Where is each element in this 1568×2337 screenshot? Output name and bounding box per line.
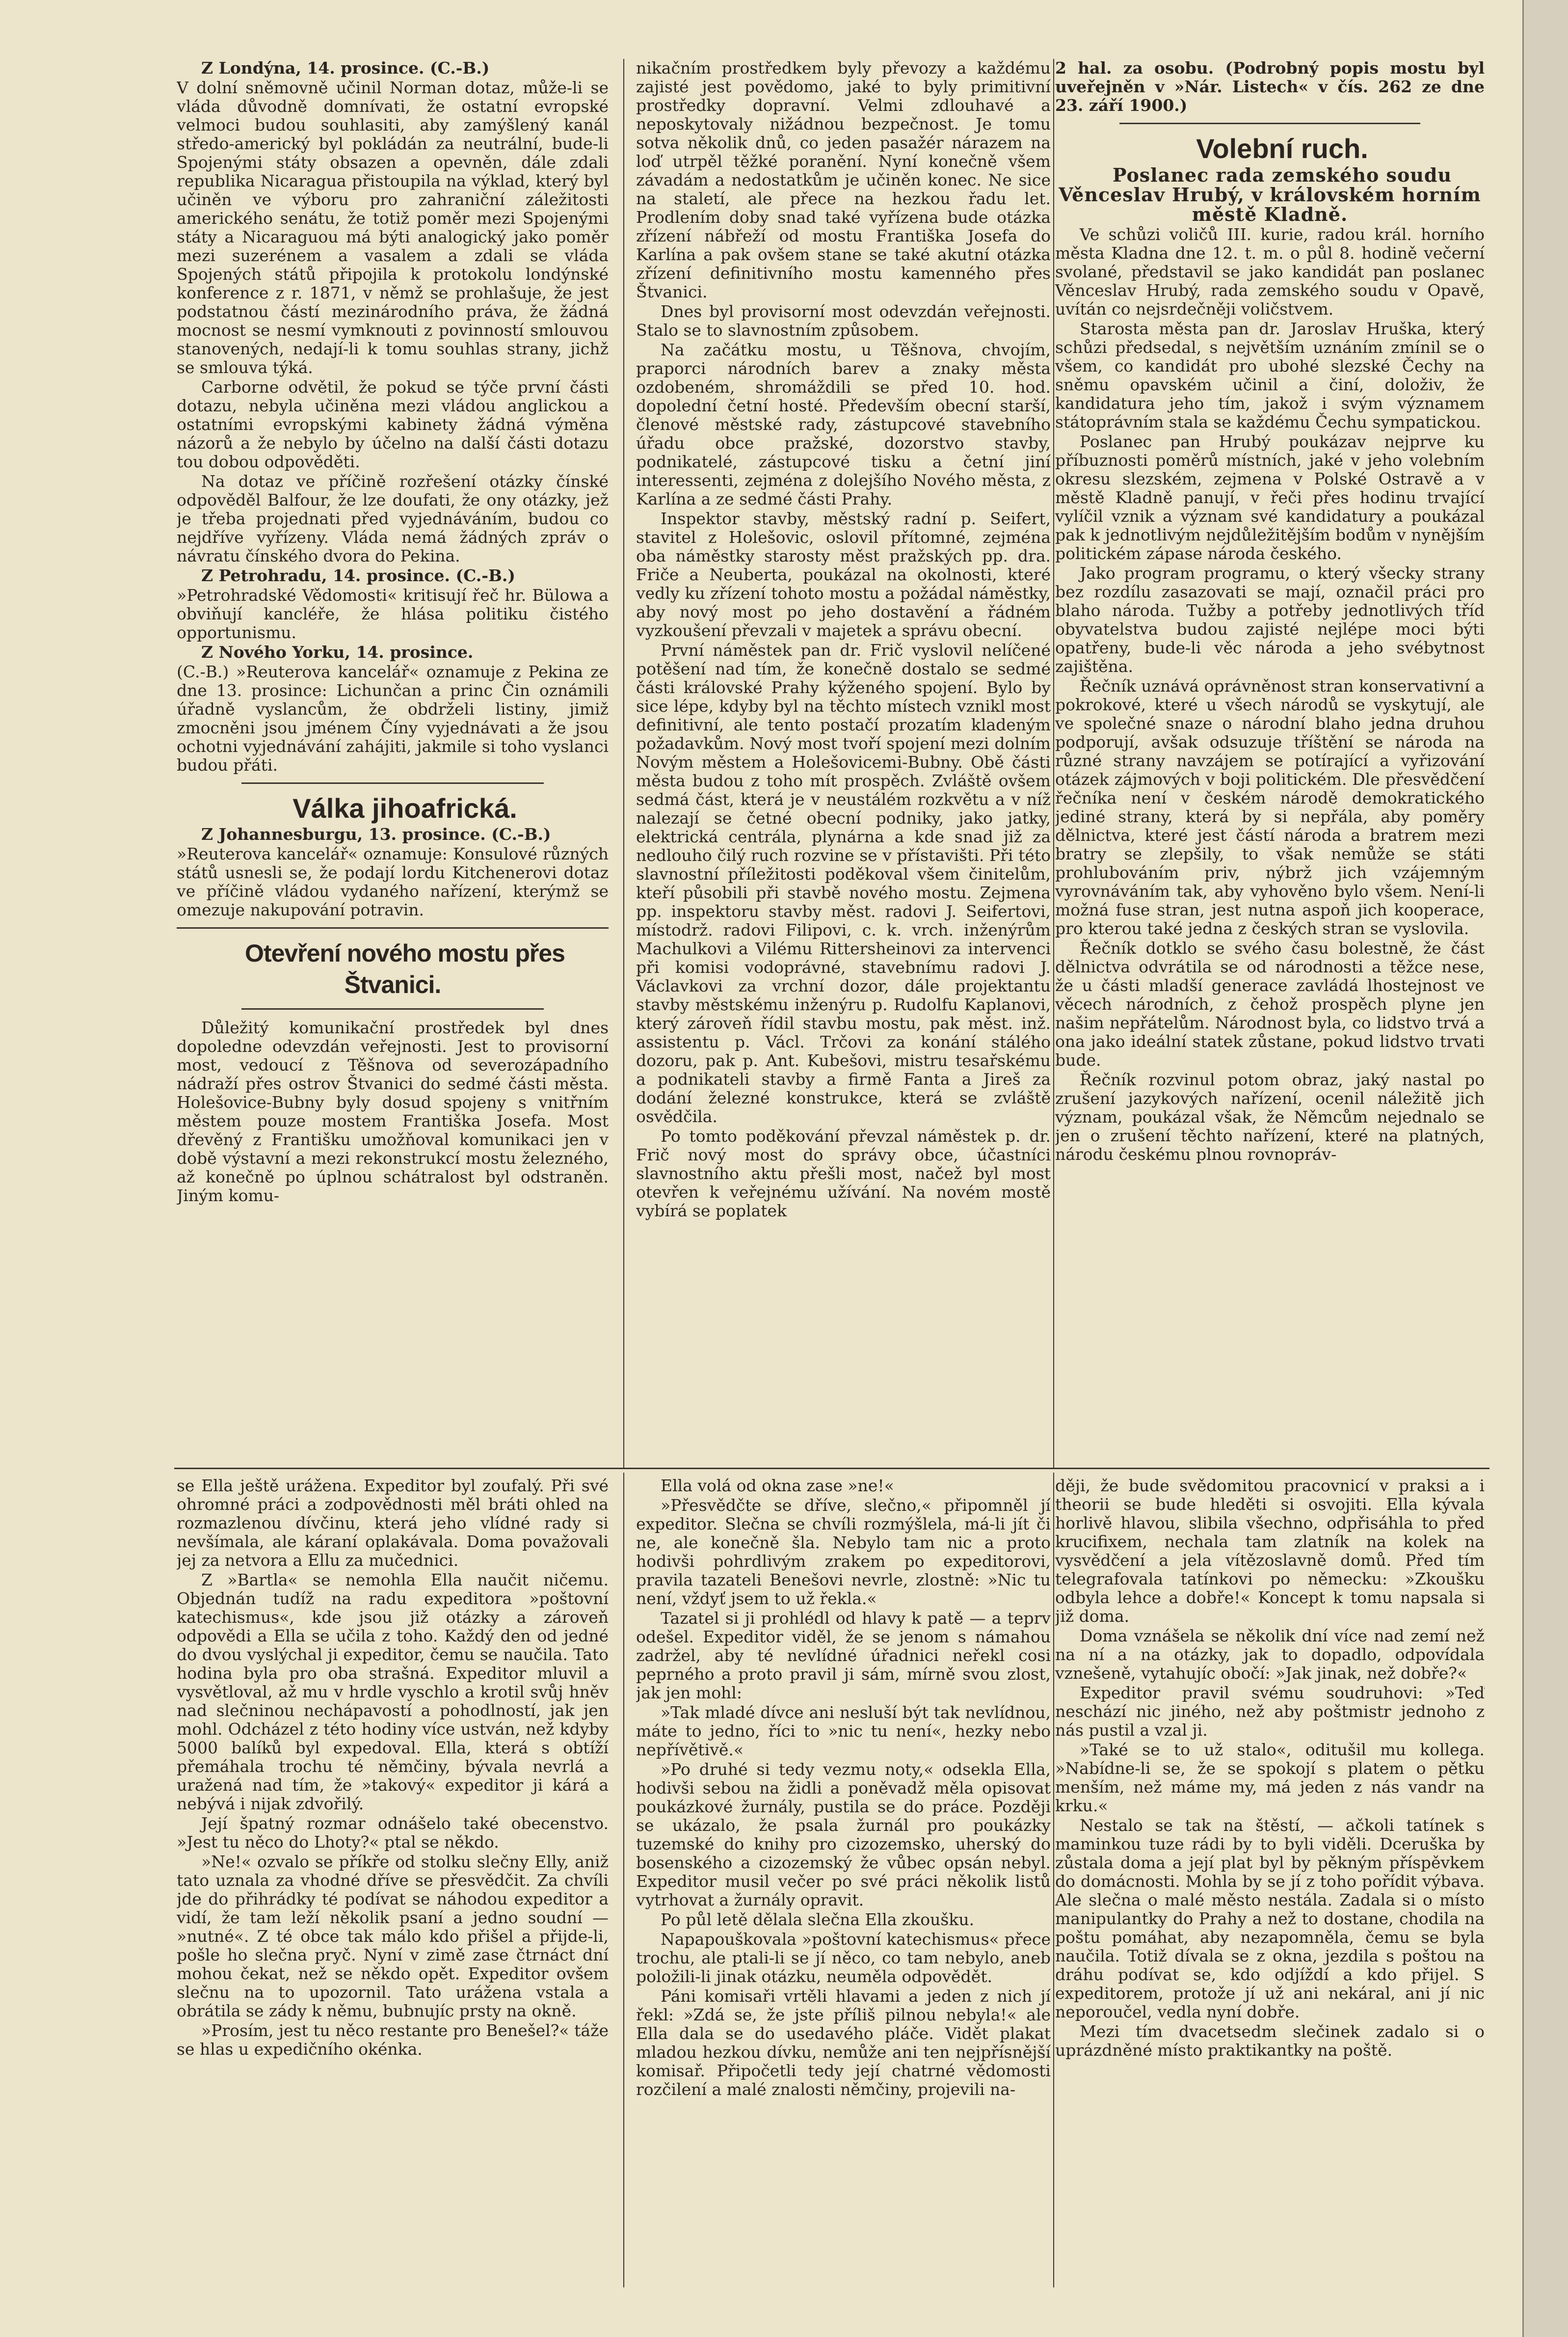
feuilleton-p13: Páni komisaři vrtěli hlavami a jeden z nich jí řekl: »Zdá se, že jste příliš pilnou nebyla!« ale Ella dala se do usedavého pláče. Vidět plakat mladou hezkou dívku, nemůže ani ten nejpřísnější komisař. Připočetli tedy její chatrné vědomosti rozčilení a malé znalosti němčiny, projevili na- <box>636 1987 1051 2099</box>
feuilleton-separator <box>174 1468 1489 1469</box>
newyork-dateline: Z Nového Yorku, 14. prosince. <box>201 643 474 662</box>
most-article-cont: nikačním prostředkem byly převozy a každému zajisté jest povědomo, jaké to byly primitivní prostředky dopravní. Velmi zdlouhavé a neposkytovaly nižádnou bezpečnost. Je tomu sotva několik dnů, co jeden pasažér nárazem na loď utrpěl těžké poranění. Nyní konečně všem závadám a nedostatkům je učiněn konec. Ne sice na staletí, ale přece na hezkou řadu let. Prodlením doby snad také vyřízena bude otázka zřízení nábřeží od mostu Františka Josefa do Karlína a pak ovšem stane se také akutní otázka zřízení definitivního mostu kamenného přes Štvanici. <box>636 59 1051 301</box>
feuilleton-p16: Expeditor pravil svému soudruhovi: »Teď neschází nic jiného, než aby poštmistr jednoho z nás pustil a vzal ji. <box>1055 1683 1485 1740</box>
feuilleton-p1: se Ella ještě urážena. Expeditor byl zoufalý. Při své ohromné práci a zodpovědnosti měl bráti ohled na rozmazlenou dívčinu, která jeho vlídné rady si nevšímala, ale káraní oplakávala. Doma považovali jej za netvora a Ellu za mučednici. <box>177 1477 609 1570</box>
column-rule <box>623 1473 624 2287</box>
feuilleton-p19: Mezi tím dvacetsedm slečinek zadalo si o uprázdněné místo praktikantky na poště. <box>1055 2022 1485 2060</box>
feuilleton-p8: Tazatel si ji prohlédl od hlavy k patě — a teprv odešel. Expeditor viděl, že se jenom s námahou zadržel, aby té nevlídné úřadnici neřekl cosi peprného a proto pravil ji sám, mírně svou zlost, jak jen mohl: <box>636 1609 1051 1702</box>
feuilleton-p9: »Tak mladé dívce ani nesluší být tak nevlídnou, máte to jedno, říci to »nic tu není«, hezky nebo nepřívětivě.« <box>636 1703 1051 1759</box>
feuilleton-p18: Nestalo se tak na štěstí, — ačkoli tatínek s maminkou tuze rádi by to byli viděli. Dceruška by zůstala doma a její plat byl by pěkným příspěvkem do domácnosti. Mohla by se jí z toho pořídit výbava. Ale slečna o malé město nestála. Zadala si o místo manipulantky do Prahy a než to dostane, chodila na poštu pomáhat, aby nezapomněla, čemu se byla naučila. Totiž dívala se z okna, jezdila s poštou na dráhu podívat se, kdo odjíždí a kdo přijel. S expeditorem, protože jí už ani nekáral, ani jí nic neporoučel, vedla nyní dobře. <box>1055 1816 1485 2021</box>
column-rule <box>1053 59 1054 1468</box>
most-article-p4: Inspektor stavby, městský radní p. Seifert, stavitel z Holešovic, oslovil přítomné, zejména oba náměstky starosty měst pražských pp. dra. Friče a Neuberta, poukázal na okolnosti, které vedly ku zřízení tohoto mostu a požádal náměstky, aby nový most po jeho dostavění a řádném vyzkoušení převzali v majetek a správu obecní. <box>636 509 1051 640</box>
feuilleton-p11: Po půl letě dělala slečna Ella zkoušku. <box>661 1910 975 1929</box>
feuilleton-p14: ději, že bude svědomitou pracovnicí v praksi a i theorii se bude hleděti si osvojiti. Ella kývala horlivě hlavou, slibila všechno, odpřisáhla to před krucifixem, nechala tam zlatník na kolek na vysvědčení a jela vítězoslavně domů. Před tím telegrafovala tatínkovi po německu: »Zkoušku odbyla lehce a dobře!« Koncept k tomu napsala si již doma. <box>1055 1477 1485 1626</box>
feuilleton-p2: Z »Bartla« se nemohla Ella naučit ničemu. Objednán tudíž na radu expeditora »poštovní katechismus«, kde jsou již otázky a zároveň odpovědi a Ella se učila z toho. Každý den od jedné do dvou vyslýchal ji expeditor, čemu se naučila. Tato hodina byla pro oba strašná. Expeditor mluvil a vysvětloval, až mu v hrdle vyschlo a krotil svůj hněv nad slečninou nechápavostí a pohodlností, jak jen mohl. Odcházel z této hodiny více ustván, než kdyby 5000 balíků byl expedoval. Ella, která s obtíží přemáhala trochu té němčiny, bývala nevrlá a uražená nad tím, že »takový« expeditor ji kárá a nebývá i nijak zdvořilý. <box>177 1570 609 1813</box>
londyn-article-2: Carborne odvětil, že pokud se týče první části dotazu, nebyla učiněna mezi vládou anglickou a ostatními evropskými kabinety žádná výměna názorů a že nebylo by účelno na další části dotazu tou dobou odpověděti. <box>177 377 609 471</box>
feuilleton-p7: »Přesvědčte se dříve, slečno,« připomněl jí expeditor. Slečna se chvíli rozmýšlela, má-li jít či ne, ale konečně šla. Nebylo tam nic a proto hodivši pohrdlivým zrakem po expeditorovi, pravila tazateli Benešovi nevrle, zlostně: »Nic tu není, vždyť jsem to už řekla.« <box>636 1496 1051 1608</box>
feuilleton-p3: Její špatný rozmar odnášelo také obecenstvo. »Jest tu něco do Lhoty?« ptal se někdo. <box>177 1814 609 1852</box>
most-article-p2: Dnes byl provisorní most odevzdán veřejnosti. Stalo se to slavnostním způsobem. <box>636 302 1051 340</box>
volebni-heading: Volební ruch. <box>1196 133 1368 164</box>
johannesburg-article: »Reuterova kancelář« oznamuje: Konsulové různých států usnesli se, že podají lordu Kitchenerovi dotaz ve příčině vládou vydaného nařízení, kterýmž se omezuje nakupování potravin. <box>177 844 609 919</box>
volebni-p3: Starosta města pan dr. Jaroslav Hruška, který schůzi předsedal, s největším uznáním zmínil se o všem, co kandidát pro ubohé slezské Čechy na sněmu opavském učinil a činí, doloživ, že kandidatura jeho tím, jakož i svým významem státoprávním stala se každému Čechu sympatickou. <box>1055 319 1485 431</box>
column-3 <box>1055 59 1485 1463</box>
feuilleton-p6: Ella volá od okna zase »ne!« <box>661 1477 894 1495</box>
volebni-p7: Řečník dotklo se svého času bolestně, že část dělnictva odvrátila se od národnosti a těžce nese, že u části mladší generace zavládá lhostejnost ve věcech národních, z čehož prospěch plyne jen našim nepřátelům. Národnost byla, co lidstvo trvá a ona jako ideální statek zůstane, pokud lidstvo trvati bude. <box>1055 939 1485 1070</box>
londyn-article-3: Na dotaz ve příčině rozřešení otázky čínské odpověděl Balfour, že lze doufati, že ony otázky, jež je třeba projednati před vyjednáváním, budou co nejdříve vyřízeny. Vláda nemá žádných zpráv o návratu čínského dvora do Pekina. <box>177 472 609 565</box>
johannesburg-dateline: Z Johannesburgu, 13. prosince. (C.-B.) <box>201 825 551 844</box>
feuilleton-column-2 <box>636 1477 1051 2286</box>
volebni-subhead: Poslanec rada zemského soudu Věnceslav Hrubý, v královském horním městě Kladně. <box>1059 164 1481 225</box>
most-article-p6: Po tomto poděkování převzal náměstek p. dr. Frič nový most do správy obce, účastníci slavnostního aktu přešli most, načež byl most otevřen k veřejnému užívání. Na novém mostě vybírá se poplatek <box>636 1127 1051 1220</box>
feuilleton-p12: Napapouškovala »poštovní katechismus« přece trochu, ale ptali-li se jí něco, co tam nebylo, aneb položili-li jinak otázku, neuměla odpovědět. <box>636 1930 1051 1986</box>
petrohrad-article: »Petrohradské Vědomosti« kritisují řeč hr. Bülowa a obviňují kancléře, že hlása politiku čistého opportunismu. <box>177 586 609 642</box>
volebni-p2: Ve schůzi voličů III. kurie, radou král. horního města Kladna dne 12. t. m. o půl 8. hodině večerní svolané, představil se jako kandidát pan poslanec Věnceslav Hrubý, rada zemského soudu v Opavě, uvítán co nejsrdečněji voličstvem. <box>1055 225 1485 319</box>
feuilleton-p15: Doma vznášela se několik dní více nad zemí než na ní a na otázky, jak to dopadlo, odpovídala vznešeně, vytahujíc obočí: »Jak jinak, než dobře?« <box>1055 1626 1485 1683</box>
most-article: Důležitý komunikační prostředek byl dnes dopoledne odevzdán veřejnosti. Jest to provisorní most, vedoucí z Těšnova od severozápadního nádraží přes ostrov Štvanici do sedmé části města. Holešovice-Bubny byly dosud spojeny s vnitřním městem pouze mostem Františka Josefa. Most dřevěný z Františku umožňoval komunikaci jen v době výstavní a mezi rekonstrukcí mostu železného, až konečně po úplnou schátralost byl odstraněn. Jiným komu- <box>177 1018 609 1205</box>
column-rule <box>623 59 624 1468</box>
volebni-p6: Řečník uznává oprávněnost stran konservativní a pokrokové, které u všech národů se vyskytují, ale ve společné snaze o národní blaho jedna druhou podporují, avšak odsuzuje tříštění se národa na různé strany navzájem se potírající a vyřizování otázek zájmových v boji politickém. Dle přesvědčení řečníka není v českém národě demokratického jediné strany, která by si nepřála, aby poměry dělnictva, které jest částí národa a bratrem mezi bratry se zlepšily, to však nemůže se státi prohlubováním priv, nýbrž jich vzájemným vyrovnáváním tak, aby vyhověno bylo všem. Není-li možná fuse stran, jest nutna aspoň jich kooperace, pro kterou také jedna z českých stran se vyslovila. <box>1055 676 1485 938</box>
valka-heading: Válka jihoafrická. <box>292 793 517 824</box>
column-2 <box>636 59 1051 1463</box>
section-divider <box>1119 123 1420 124</box>
londyn-article: V dolní sněmovně učinil Norman dotaz, může-li se vláda důvodně domnívati, že ostatní evropské velmoci budou souhlasiti, aby zamýšlený kanál středo-americký byl pokládán za neutrální, bude-li Spojenými státy obsazen a opevněn, dále zdali republika Nicaragua přistoupila na výklad, který byl učiněn ve výboru pro zahraniční záležitosti amerického senátu, že totiž poměr mezi Spojenými státy a Nicaraguou má býti analogický jako poměr mezi suzerénem a vasalem a zdali se vláda Spojených států připojila k protokolu londýnské konference z r. 1871, v němž se prohlašuje, že jest podstatnou částí mezinárodního práva, že žádná mocnost se nesmí vymknouti z povinností smlouvou stanovených, nedají-li k tomu souhlas strany, jichž se smlouva týká. <box>177 78 609 377</box>
scan-right-edge <box>1522 0 1568 2337</box>
section-divider <box>241 782 544 784</box>
petrohrad-dateline: Z Petrohradu, 14. prosince. (C.-B.) <box>201 566 515 585</box>
section-divider <box>241 1008 544 1010</box>
feuilleton-p5: »Prosím, jest tu něco restante pro Benešel?« táže se hlas u expedičního okénka. <box>177 2021 609 2059</box>
most-heading: Otevření nového mostu přes Štvanici. <box>245 940 565 998</box>
most-article-p5: První náměstek pan dr. Frič vyslovil nelíčené potěšení nad tím, že konečně dostalo se sedmé části královské Prahy kýženého spojení. Bylo by sice lépe, kdyby byl na těchto místech vznikl most definitivní, ale tento postačí prozatím kladeným požadavkům. Nový most tvoří spojení mezi dolním Novým městem a Holešovicemi-Bubny. Obě části města budou z toho mít prospěch. Zvláště ovšem sedmá část, která je v neustálém rozkvětu a v níž nalezají se četné obecní podniky, jako jatky, elektrická centrála, plynárna a kde snad již za nedlouho čilý ruch rozvine se v přístavišti. Při této slavnostní příležitosti poděkoval všem činitelům, kteří působili při stavbě nového mostu. Zejmena pp. inspektoru stavby měst. radovi J. Seifertovi, místodrž. radovi Filipovi, c. k. vrch. inženýrům Machulkovi a Vilému Rittersheinovi za intervenci při komisi vodoprávné, stavebnímu radovi J. Václavkovi za vrchní dozor, dále projektantu stavby městskému inženýru p. Rudolfu Kaplanovi, který zároveň řídil stavbu mostu, pak měst. inž. assistentu p. Václ. Trčovi za konání stálého dozoru, pak p. Ant. Kubešovi, mistru tesařskému a podnikateli stavby a firmě Fanta a Jireš za dodání železné konstrukce, která se zvláště osvědčila. <box>636 641 1051 1126</box>
section-divider <box>177 927 609 929</box>
column-rule <box>1053 1473 1054 2287</box>
volebni-p5: Jako program programu, o který všecky strany bez rozdílu zasazovati se mají, označil práci pro blaho národa. Tužby a potřeby jednotlivých tříd obyvatelstva budou zajisté nejlépe moci býti opatřeny, bude-li věc národa a jeho svébytnost zajištěna. <box>1055 564 1485 676</box>
volebni-p8: Řečník rozvinul potom obraz, jaký nastal po zrušení jazykových nařízení, ocenil náležitě jich význam, poukázal však, že Němcům nejednalo se jen o zrušení těchto nařízení, které na platných, národu českému plnou rovnopráv- <box>1055 1070 1485 1164</box>
feuilleton-column-1 <box>177 1477 609 2286</box>
londyn-dateline: Z Londýna, 14. prosince. (C.-B.) <box>201 59 490 78</box>
most-article-p3: Na začátku mostu, u Těšnova, chvojím, praporci národních barev a znaky města ozdobeném, shromáždili se před 10. hod. dopolední četní hosté. Především obecní starší, členové městské rady, zástupcové stavebního úřadu obce pražské, dozorstvo stavby, podnikatelé, zástupcové tisku a četní jiní interessenti, zejména z dolejšího Nového města, z Karlína a ze sedmé části Prahy. <box>636 340 1051 509</box>
newyork-article: (C.-B.) »Reuterova kancelář« oznamuje z Pekina ze dne 13. prosince: Lichunčan a princ Čin oznámili úřadně vyslancům, že obdrželi listiny, jimiž zmocněni jsou jménem Číny vyjednávati a že jsou ochotni vyjednávání zahájiti, jakmile si toho vyslanci budou přáti. <box>177 662 609 775</box>
volebni-p4: Poslanec pan Hrubý poukázav nejprve ku příbuznosti poměrů místních, jaké v jeho volebním okresu slezském, zejmena v Polské Ostravě a v městě Kladně panují, v řeči přes hodinu trvající vylíčil vznik a význam své kandidatury a poukázal pak k jednotlivým nejdůležitějším bodům v nynějším politickém zápase národa českého. <box>1055 432 1485 563</box>
feuilleton-p17: »Také se to už stalo«, oditušil mu kollega. »Nabídne-li se, že se spokojí s platem o pětku menším, než máme my, má jeden z nás vandr na krku.« <box>1055 1740 1485 1815</box>
feuilleton-p4: »Ne!« ozvalo se příkře od stolku slečny Elly, aniž tato uznala za vhodné dříve se přesvědčit. Za chvíli jde do přihrádky té podívat se náhodou expeditor a vidí, že tam leží několik psaní a jedno soudní — »nutné«. Z té obce tak málo kdo přišel a přijde-li, pošle ho slečna pryč. Nyní v zimě zase čtrnáct dní mohou čekat, než se někdo opět. Expeditor ovšem slečnu na to upozornil. Tato urážena vstala a obrátila se zády k němu, bubnujíc prsty na okně. <box>177 1852 609 2020</box>
feuilleton-column-3 <box>1055 1477 1485 2286</box>
feuilleton-p10: »Po druhé si tedy vezmu noty,« odsekla Ella, hodivši sebou na židli a poněvadž měla opisovat poukázkové žurnály, pustila se do práce. Později se ukázalo, že psala žurnál pro poukázky tuzemské do knihy pro cizozemsko, uherský do bosenského a cizozemský že vůbec opsán nebyl. Expeditor musil večer po své práci několik listů vytrhovat a žurnály opravit. <box>636 1760 1051 1909</box>
column-1 <box>177 59 609 1463</box>
most-article-end: 2 hal. za osobu. (Podrobný popis mostu byl uveřejněn v »Nár. Listech« v čís. 262 ze dne 23. září 1900.) <box>1055 59 1485 115</box>
